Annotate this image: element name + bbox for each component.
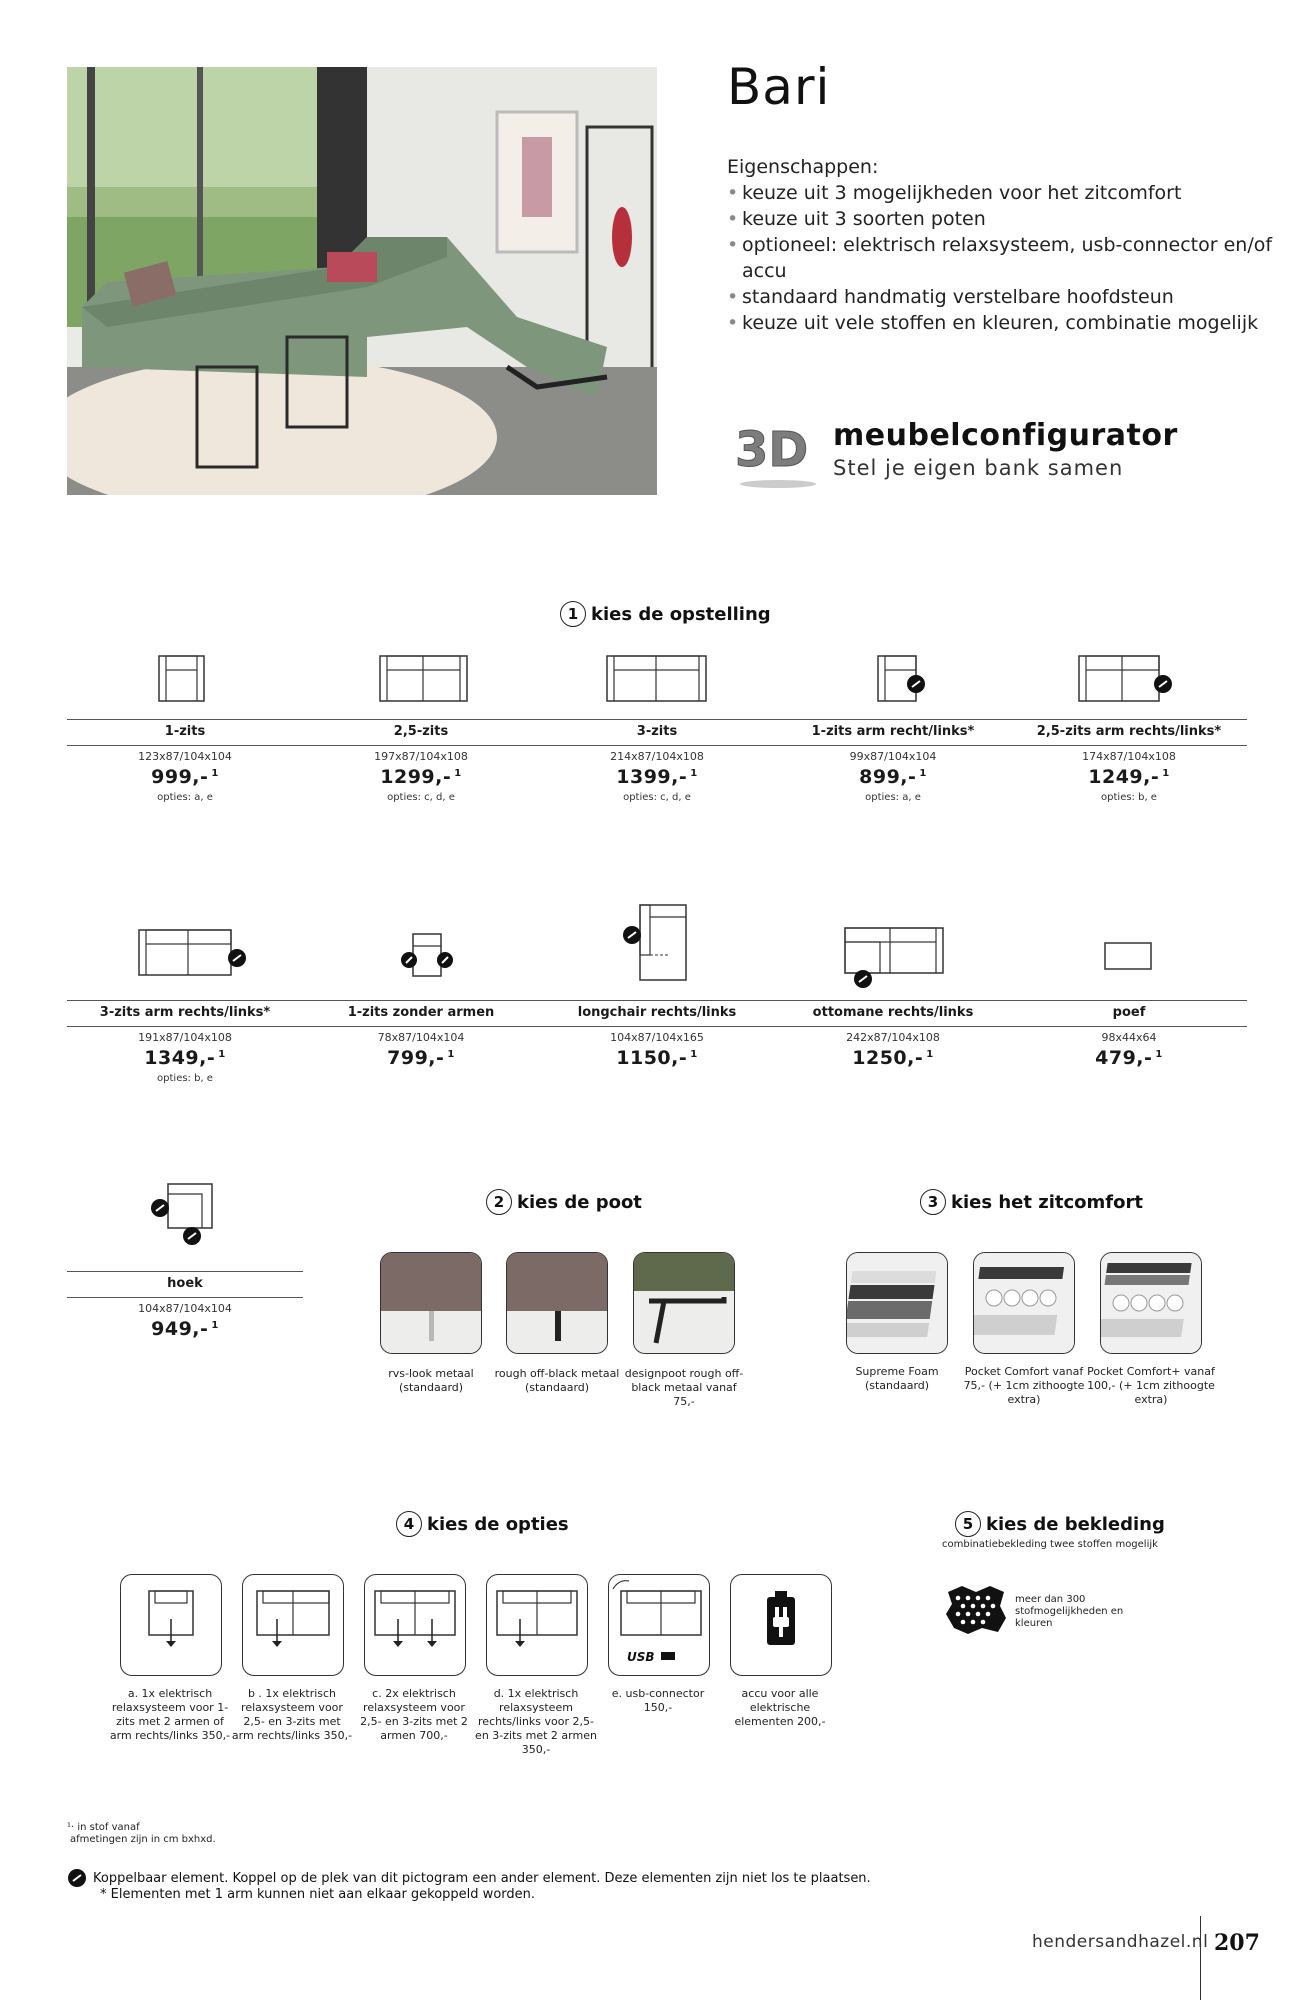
item-options: opties: b, e — [1101, 792, 1157, 803]
properties-heading: Eigenschappen: — [727, 156, 879, 178]
item-price: 1250,- $^1$ — [852, 1047, 934, 1069]
relax-2x-icon — [365, 1575, 465, 1675]
sofa-1-seat-armless-icon — [397, 932, 457, 980]
relax-1-seat-icon — [121, 1575, 221, 1675]
item-name: ottomane rechts/links — [812, 1005, 974, 1020]
item-name: hoek — [167, 1276, 203, 1291]
relax-1x-two-arms-icon — [487, 1575, 587, 1675]
step5-heading — [955, 1511, 1165, 1537]
step4-heading — [396, 1511, 569, 1537]
item-dimensions: 104x87/104x165 — [610, 1031, 704, 1044]
step1-heading — [560, 601, 771, 627]
item-options: opties: b, e — [157, 1073, 213, 1084]
item-name: 3-zits — [636, 724, 678, 739]
page-number: 207 — [1214, 1930, 1260, 1956]
item-options: opties: a, e — [157, 792, 213, 803]
step2-heading — [486, 1189, 642, 1215]
leg-caption: rough off-black metaal (standaard) — [494, 1367, 620, 1394]
layout-item-hoek[interactable] — [67, 1276, 303, 1340]
comfort-caption: Pocket Comfort vanaf 75,- (+ 1cm zithoogte extra) — [963, 1365, 1085, 1406]
comfort-caption: Supreme Foam (standaard) — [855, 1365, 939, 1392]
longchair-icon — [620, 903, 690, 983]
corner-element-icon — [148, 1180, 218, 1250]
usb-connector-icon — [609, 1575, 709, 1675]
option-caption: b . 1x elektrisch relaxsysteem voor 2,5- en 3-zits met arm rechts/links 350,- — [231, 1687, 353, 1742]
ottoman-icon — [835, 926, 945, 990]
configurator-banner[interactable] — [733, 418, 1178, 490]
step4-number: 4 — [396, 1511, 422, 1537]
living-room-photo — [67, 67, 657, 495]
layout-item-2-5-zits-arm[interactable] — [1011, 724, 1247, 803]
option-a-tile[interactable] — [120, 1574, 222, 1676]
item-dimensions: 174x87/104x108 — [1082, 750, 1176, 763]
leg-design-image — [634, 1253, 734, 1353]
option-b-tile[interactable] — [242, 1574, 344, 1676]
layout-item-poef[interactable] — [1011, 1005, 1247, 1069]
sofa-3-seat-icon — [605, 654, 709, 704]
item-price: 479,- $^1$ — [1095, 1047, 1163, 1069]
property-item: • standaard handmatig verstelbare hoofdsteun — [727, 284, 1287, 310]
step2-number: 2 — [486, 1189, 512, 1215]
step3-number: 3 — [920, 1189, 946, 1215]
item-name: 1-zits arm recht/links* — [811, 724, 975, 739]
comfort-option-pocket[interactable] — [973, 1252, 1075, 1354]
step2-title: kies de poot — [517, 1191, 642, 1213]
pocket-plus-image — [1101, 1253, 1201, 1353]
item-name: 2,5-zits — [393, 724, 449, 739]
relax-2-seat-arm-icon — [243, 1575, 343, 1675]
sofa-1-seat-arm-icon — [876, 654, 928, 706]
properties-block — [727, 154, 1287, 336]
step3-title: kies het zitcomfort — [951, 1191, 1143, 1213]
sofa-1-seat-icon — [157, 654, 207, 704]
item-name: 2,5-zits arm rechts/links* — [1036, 724, 1222, 739]
sofa-2-5-seat-icon — [378, 654, 470, 704]
property-item: • keuze uit 3 soorten poten — [727, 206, 1287, 232]
item-price: 899,- $^1$ — [859, 766, 927, 788]
item-name: 3-zits arm rechts/links* — [99, 1005, 271, 1020]
option-caption: e. usb-connector 150,- — [611, 1687, 705, 1714]
item-dimensions: 242x87/104x108 — [846, 1031, 940, 1044]
item-dimensions: 123x87/104x104 — [138, 750, 232, 763]
comfort-option-pocket-plus[interactable] — [1100, 1252, 1202, 1354]
item-price: 999,- $^1$ — [151, 766, 219, 788]
leg-caption: rvs-look metaal (standaard) — [388, 1367, 474, 1394]
battery-plug-icon — [731, 1575, 831, 1675]
leg-option-design[interactable] — [633, 1252, 735, 1354]
layout-item-2-5-zits[interactable] — [303, 724, 539, 803]
option-caption: d. 1x elektrisch relaxsysteem rechts/links voor 2,5- en 3-zits met 2 armen 350,- — [475, 1687, 597, 1756]
property-item: • optioneel: elektrisch relaxsysteem, usb-connector en/of accu — [727, 232, 1287, 284]
item-dimensions: 78x87/104x104 — [377, 1031, 465, 1044]
option-accu-tile[interactable] — [730, 1574, 832, 1676]
item-name: 1-zits zonder armen — [347, 1005, 495, 1020]
property-item: • keuze uit 3 mogelijkheden voor het zitcomfort — [727, 180, 1287, 206]
option-e-tile[interactable] — [608, 1574, 710, 1676]
item-name: 1-zits — [164, 724, 206, 739]
item-dimensions: 197x87/104x108 — [374, 750, 468, 763]
item-dimensions: 214x87/104x108 — [610, 750, 704, 763]
product-title: Bari — [727, 58, 831, 116]
item-options: opties: c, d, e — [387, 792, 455, 803]
website-link[interactable]: hendersandhazel.nl — [1032, 1932, 1209, 1952]
item-price: 1299,- $^1$ — [380, 766, 462, 788]
leg-rvs-image — [381, 1253, 481, 1353]
item-price: 1150,- $^1$ — [616, 1047, 698, 1069]
3d-logo-text: 3D — [735, 422, 809, 478]
layout-row-1 — [67, 648, 1247, 803]
pouf-icon — [1103, 941, 1153, 971]
hero-photo — [67, 67, 657, 495]
usb-label: USB — [627, 1650, 655, 1664]
layout-item-1-zits[interactable] — [67, 724, 303, 803]
layout-item-longchair[interactable] — [539, 1005, 775, 1069]
comfort-option-supreme-foam[interactable] — [846, 1252, 948, 1354]
item-dimensions: 98x44x64 — [1101, 1031, 1157, 1044]
step1-number: 1 — [560, 601, 586, 627]
item-dimensions: 99x87/104x104 — [849, 750, 937, 763]
pocket-image — [974, 1253, 1074, 1353]
step3-heading — [920, 1189, 1143, 1215]
link-element-icon — [67, 1868, 87, 1888]
item-dimensions: 104x87/104x104 — [138, 1302, 232, 1315]
fabric-swatch-icon — [942, 1584, 1012, 1636]
footnote-1: ¹· in stof vanaf — [67, 1822, 140, 1833]
layout-item-1-zits-arm[interactable] — [775, 724, 1011, 803]
configurator-subtitle: Stel je eigen bank samen — [833, 456, 1124, 480]
item-price: 1399,- $^1$ — [616, 766, 698, 788]
item-name: poef — [1112, 1005, 1146, 1020]
layout-item-ottomane[interactable] — [775, 1005, 1011, 1069]
item-dimensions: 191x87/104x108 — [138, 1031, 232, 1044]
item-price: 1349,- $^1$ — [144, 1047, 226, 1069]
item-price: 1249,- $^1$ — [1088, 766, 1170, 788]
footnote-2: afmetingen zijn in cm bxhxd. — [70, 1834, 216, 1845]
option-caption: accu voor alle elektrische elementen 200,- — [734, 1687, 826, 1728]
layout-item-3-zits-arm[interactable] — [67, 1005, 303, 1084]
foam-image — [847, 1253, 947, 1353]
comfort-caption: Pocket Comfort+ vanaf 100,- (+ 1cm zithoogte extra) — [1087, 1365, 1215, 1406]
option-d-tile[interactable] — [486, 1574, 588, 1676]
step4-title: kies de opties — [427, 1513, 569, 1535]
configurator-title: meubelconfigurator — [833, 418, 1178, 453]
item-options: opties: c, d, e — [623, 792, 691, 803]
leg-off-black-image — [507, 1253, 607, 1353]
layout-item-1-zits-zonder-armen[interactable] — [303, 1005, 539, 1069]
step5-number: 5 — [955, 1511, 981, 1537]
option-caption: c. 2x elektrisch relaxsysteem voor 2,5- en 3-zits met 2 armen 700,- — [360, 1687, 468, 1742]
leg-caption: designpoot rough off-black metaal vanaf 75,- — [624, 1367, 744, 1408]
sofa-3-seat-arm-icon — [137, 928, 249, 978]
layout-row-2 — [67, 900, 1247, 1084]
sofa-2-5-seat-arm-icon — [1077, 654, 1177, 706]
properties-list — [727, 180, 1287, 336]
step5-title: kies de bekleding — [986, 1513, 1165, 1535]
step1-title: kies de opstelling — [591, 603, 771, 625]
option-c-tile[interactable] — [364, 1574, 466, 1676]
item-options: opties: a, e — [865, 792, 921, 803]
footer-divider — [1200, 1916, 1201, 2000]
leg-option-rvs[interactable] — [380, 1252, 482, 1354]
step5-subtitle: combinatiebekleding twee stoffen mogelijk — [942, 1539, 1158, 1550]
3d-logo-icon — [733, 418, 828, 490]
item-price: 799,- $^1$ — [387, 1047, 455, 1069]
link-note: Koppelbaar element. Koppel op de plek van dit pictogram een ander element. Deze elementen zijn niet los te plaatsen. — [93, 1871, 871, 1886]
fabric-text: meer dan 300 stofmogelijkheden en kleuren — [1015, 1594, 1124, 1629]
leg-option-off-black[interactable] — [506, 1252, 608, 1354]
property-item: • keuze uit vele stoffen en kleuren, combinatie mogelijk — [727, 310, 1287, 336]
arm-note: * Elementen met 1 arm kunnen niet aan elkaar gekoppeld worden. — [100, 1887, 536, 1902]
item-name: longchair rechts/links — [577, 1005, 737, 1020]
item-price: 949,- $^1$ — [151, 1318, 219, 1340]
layout-item-3-zits[interactable] — [539, 724, 775, 803]
option-caption: a. 1x elektrisch relaxsysteem voor 1-zits met 2 armen of arm rechts/links 350,- — [109, 1687, 231, 1742]
